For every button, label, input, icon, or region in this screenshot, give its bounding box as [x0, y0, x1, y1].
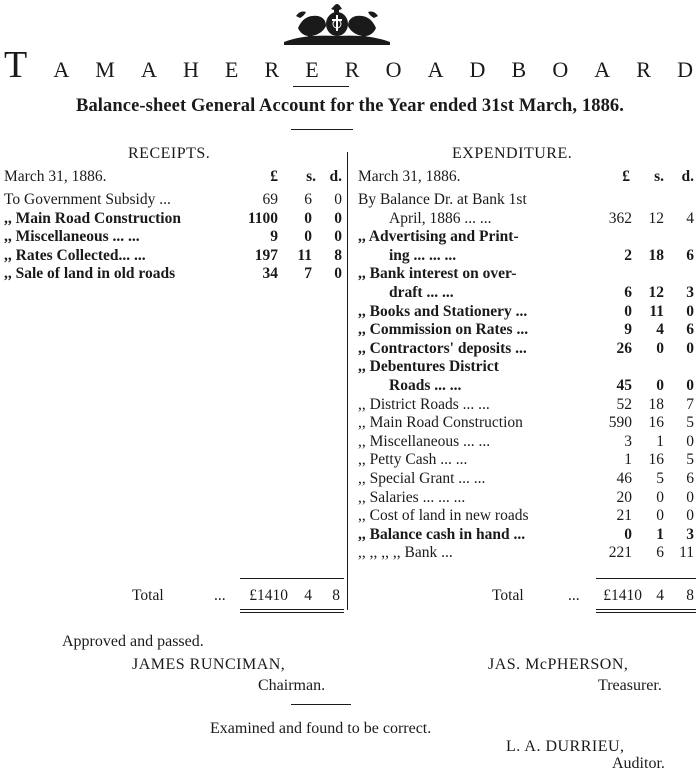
chairman-name: JAMES RUNCIMAN, — [132, 656, 286, 673]
expenditure-item-pence: 0 — [686, 432, 694, 450]
expenditure-item-label: ,, Special Grant ... ... — [358, 470, 486, 487]
receipts-shillings-header: s. — [306, 168, 316, 185]
approved-text: Approved and passed. — [62, 633, 204, 650]
title-letter: E — [224, 57, 240, 82]
receipt-item-pence: 8 — [334, 246, 342, 264]
expenditure-item-label: ,, Commission on Rates ... — [358, 321, 529, 339]
expenditure-item-shillings: 6 — [656, 544, 664, 562]
expenditure-item-label: Roads ... ... — [358, 377, 462, 394]
receipt-item-shillings: 11 — [297, 246, 312, 264]
receipt-item-label: To Government Subsidy ... — [4, 191, 171, 208]
expenditure-item-shillings: 18 — [648, 246, 664, 264]
expenditure-item-pounds: 20 — [616, 488, 632, 506]
expenditure-item-pounds: 6 — [624, 284, 632, 301]
receipt-item-pounds: 9 — [270, 228, 278, 245]
title-letter: O — [385, 57, 403, 82]
receipts-total-pounds: £1410 — [249, 587, 288, 604]
expenditure-item-row — [358, 339, 698, 358]
expenditure-item-shillings: 5 — [656, 470, 664, 487]
expenditure-item-label: ,, Balance cash in hand ... — [358, 525, 526, 543]
title-rule — [293, 86, 349, 87]
expenditure-total-dots: ... — [568, 587, 580, 604]
expenditure-item-pounds: 46 — [616, 470, 632, 487]
receipts-heading: RECEIPTS. — [128, 145, 211, 162]
receipt-item-row — [4, 227, 344, 246]
expenditure-item-row — [358, 488, 698, 507]
expenditure-item-label: By Balance Dr. at Bank 1st — [358, 191, 527, 208]
title-letter: R — [264, 57, 281, 82]
expenditure-item-row — [358, 264, 698, 283]
receipt-item-pence: 0 — [334, 191, 342, 208]
column-divider — [347, 152, 348, 610]
expenditure-item-pence: 3 — [686, 525, 694, 543]
expenditure-item-shillings: 0 — [656, 488, 664, 506]
expenditure-item-shillings: 16 — [648, 414, 664, 432]
expenditure-total-rule-bottom — [596, 609, 696, 613]
expenditure-item-pounds: 590 — [608, 414, 632, 432]
title-letter: E — [305, 57, 320, 82]
expenditure-item-pounds: 1 — [624, 451, 632, 469]
expenditure-item-label: ,, District Roads ... ... — [358, 395, 490, 413]
expenditure-item-row — [358, 227, 698, 246]
royal-coat-of-arms-icon — [278, 2, 396, 46]
expenditure-item-row — [358, 302, 698, 321]
expenditure-item-label: ,, Bank interest on over- — [358, 265, 517, 283]
expenditure-item-row — [358, 357, 698, 376]
receipts-total-row — [4, 586, 344, 605]
receipts-total-rule-top — [240, 578, 344, 579]
expenditure-item-pounds: 9 — [624, 321, 632, 339]
receipt-item-label: ,, Main Road Construction — [4, 209, 181, 227]
title-letter: M — [95, 57, 116, 82]
expenditure-item-pence: 0 — [686, 377, 694, 394]
expenditure-item-shillings: 12 — [648, 284, 664, 301]
receipt-item-pence: 0 — [334, 209, 342, 227]
expenditure-item-row — [358, 450, 698, 469]
expenditure-item-shillings: 0 — [656, 339, 664, 357]
title-letter: A — [140, 57, 158, 82]
expenditure-item-label: April, 1886 ... ... — [358, 209, 492, 227]
expenditure-total-pence: 8 — [686, 587, 694, 604]
expenditure-item-pence: 6 — [686, 321, 694, 339]
receipt-item-pounds: 34 — [262, 265, 278, 282]
expenditure-item-shillings: 12 — [648, 209, 664, 227]
expenditure-item-pence: 6 — [686, 470, 694, 487]
receipt-item-pounds: 1100 — [247, 209, 278, 227]
receipt-item-shillings: 0 — [304, 228, 312, 245]
expenditure-item-label: ing ... ... ... — [358, 246, 457, 264]
receipt-item-row — [4, 264, 344, 283]
expenditure-item-pence: 0 — [686, 339, 694, 357]
receipt-item-row — [4, 209, 344, 228]
expenditure-item-shillings: 0 — [656, 377, 664, 394]
auditor-name: L. A. DURRIEU, — [506, 738, 625, 755]
receipt-item-shillings: 6 — [304, 191, 312, 208]
expenditure-item-pounds: 21 — [616, 507, 632, 525]
title-letter: D — [677, 57, 694, 82]
expenditure-item-row — [358, 543, 698, 562]
treasurer-title: Treasurer. — [598, 677, 662, 694]
expenditure-item-row — [358, 320, 698, 339]
expenditure-total-label: Total — [492, 587, 524, 604]
expenditure-item-pence: 5 — [686, 414, 694, 432]
expenditure-item-pounds: 26 — [616, 339, 632, 357]
receipt-item-pounds: 69 — [262, 191, 278, 208]
receipts-total-label: Total — [132, 587, 164, 604]
expenditure-item-shillings: 18 — [648, 395, 664, 413]
receipt-item-pounds: 197 — [254, 246, 278, 264]
examined-text: Examined and found to be correct. — [210, 720, 432, 737]
expenditure-item-row — [358, 376, 698, 395]
expenditure-pounds-header: £ — [622, 168, 630, 185]
expenditure-item-pounds: 0 — [624, 525, 632, 543]
receipts-total-pence: 8 — [332, 587, 340, 604]
expenditure-item-label: ,, Books and Stationery ... — [358, 302, 528, 320]
receipts-date: March 31, 1886. — [4, 168, 107, 185]
expenditure-item-label: ,, ,, ,, ,, Bank ... — [358, 544, 453, 562]
expenditure-item-pounds: 52 — [616, 395, 632, 413]
chairman-title: Chairman. — [258, 677, 326, 694]
expenditure-item-label: ,, Advertising and Print- — [358, 228, 519, 246]
expenditure-item-pence: 0 — [686, 507, 694, 525]
expenditure-item-label: ,, Miscellaneous ... ... — [358, 432, 491, 450]
expenditure-item-label: ,, Salaries ... ... ... — [358, 488, 466, 506]
expenditure-item-shillings: 16 — [648, 451, 664, 469]
title-letter: A — [53, 57, 71, 82]
footer-rule — [291, 704, 351, 705]
title-letter: A — [427, 57, 445, 82]
expenditure-item-pounds: 2 — [624, 246, 632, 264]
expenditure-total-row — [358, 586, 698, 605]
title-letter: R — [636, 57, 652, 82]
expenditure-item-row — [358, 506, 698, 525]
expenditure-item-row — [358, 469, 698, 488]
expenditure-heading: EXPENDITURE. — [452, 145, 573, 162]
title-letter: R — [344, 57, 361, 82]
title-letter: D — [469, 57, 487, 82]
receipts-total-dots: ... — [214, 587, 226, 604]
expenditure-shillings-header: s. — [654, 168, 664, 185]
expenditure-item-label: draft ... ... — [358, 284, 454, 301]
expenditure-date: March 31, 1886. — [358, 168, 461, 185]
expenditure-item-row — [358, 413, 698, 432]
expenditure-item-pounds: 0 — [624, 302, 632, 320]
receipt-item-pence: 0 — [334, 228, 342, 245]
receipt-item-shillings: 7 — [304, 265, 312, 282]
expenditure-item-pounds: 3 — [624, 432, 632, 450]
receipt-item-shillings: 0 — [304, 209, 312, 227]
receipts-header-row — [4, 167, 344, 186]
title-letter: T — [4, 44, 29, 86]
expenditure-item-row — [358, 283, 698, 302]
receipts-pounds-header: £ — [270, 168, 278, 185]
auditor-title: Auditor. — [612, 755, 665, 772]
receipt-item-label: ,, Rates Collected... ... — [4, 246, 146, 264]
treasurer-name: JAS. McPHERSON, — [488, 656, 629, 673]
title-letter: A — [594, 57, 612, 82]
subtitle-rule — [291, 129, 353, 130]
expenditure-item-pence: 5 — [686, 451, 694, 469]
expenditure-item-pounds: 362 — [608, 209, 632, 227]
title-letter: B — [511, 57, 528, 82]
expenditure-item-label: ,, Main Road Construction — [358, 414, 523, 432]
board-title — [4, 44, 694, 86]
receipts-pence-header: d. — [329, 168, 342, 185]
receipt-item-label: ,, Sale of land in old roads — [4, 265, 176, 282]
expenditure-item-pence: 0 — [686, 302, 694, 320]
receipt-item-row — [4, 246, 344, 265]
receipts-total-rule-bottom — [240, 609, 344, 613]
expenditure-item-pence: 11 — [679, 544, 694, 562]
expenditure-item-pounds: 45 — [616, 377, 632, 394]
expenditure-item-shillings: 11 — [649, 302, 664, 320]
expenditure-header-row — [358, 167, 698, 186]
receipt-item-label: ,, Miscellaneous ... ... — [4, 228, 140, 245]
expenditure-item-row — [358, 209, 698, 228]
receipts-total-shillings: 4 — [304, 587, 312, 604]
expenditure-item-shillings: 1 — [656, 432, 664, 450]
expenditure-item-row — [358, 246, 698, 265]
expenditure-item-label: ,, Cost of land in new roads — [358, 507, 529, 525]
expenditure-item-shillings: 1 — [656, 525, 664, 543]
expenditure-item-pence: 0 — [686, 488, 694, 506]
expenditure-item-label: ,, Contractors' deposits ... — [358, 339, 527, 357]
expenditure-item-shillings: 4 — [656, 321, 664, 339]
expenditure-item-row — [358, 395, 698, 414]
expenditure-item-pence: 7 — [686, 395, 694, 413]
expenditure-item-label: ,, Debentures District — [358, 358, 499, 376]
expenditure-item-pence: 4 — [686, 209, 694, 227]
expenditure-item-pence: 6 — [686, 246, 694, 264]
expenditure-total-shillings: 4 — [656, 587, 664, 604]
document-subtitle: Balance-sheet General Account for the Year ended 31st March, 1886. — [76, 96, 624, 116]
expenditure-item-pence: 3 — [686, 284, 694, 301]
expenditure-item-shillings: 0 — [656, 507, 664, 525]
expenditure-pence-header: d. — [681, 168, 694, 185]
title-letter: O — [552, 57, 570, 82]
receipt-item-pence: 0 — [334, 265, 342, 282]
expenditure-item-row — [358, 525, 698, 544]
expenditure-total-pounds: £1410 — [603, 587, 642, 604]
expenditure-item-label: ,, Petty Cash ... ... — [358, 451, 468, 469]
receipt-item-row — [4, 190, 344, 209]
expenditure-item-row — [358, 432, 698, 451]
expenditure-item-row — [358, 190, 698, 209]
expenditure-total-rule-top — [596, 578, 696, 579]
expenditure-item-pounds: 221 — [608, 544, 632, 562]
title-letter: H — [182, 57, 200, 82]
